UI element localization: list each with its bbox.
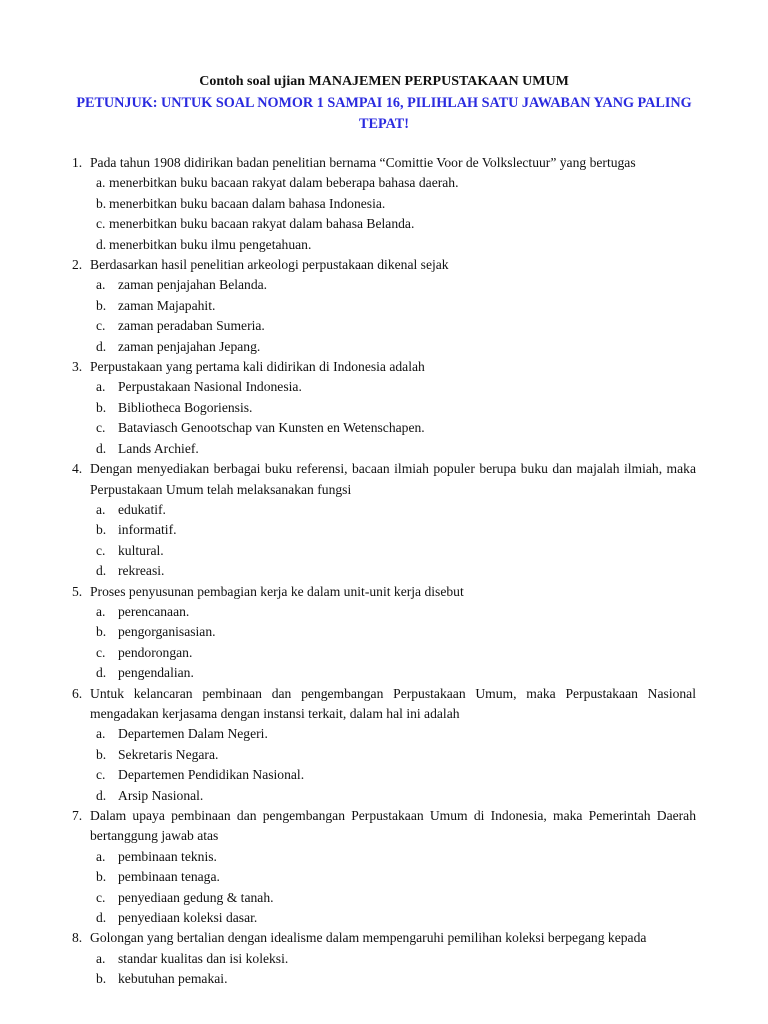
option-list <box>90 724 696 806</box>
option-text: Departemen Dalam Negeri. <box>118 726 268 742</box>
answer-option <box>90 867 696 887</box>
option-label: b. <box>96 746 107 762</box>
answer-option <box>90 765 696 785</box>
question-text: Golongan yang bertalian dengan idealisme dalam mempengaruhi pemilihan koleksi berpegang kepada <box>90 930 647 946</box>
question-item <box>72 153 696 255</box>
question-number: 5. <box>72 583 83 599</box>
answer-option <box>90 418 696 438</box>
option-list <box>90 949 696 990</box>
question-item <box>72 582 696 684</box>
option-label: b. <box>96 399 107 415</box>
option-text: menerbitkan buku bacaan rakyat dalam beberapa bahasa daerah. <box>109 175 459 191</box>
option-label: a. <box>96 726 106 742</box>
answer-option <box>90 888 696 908</box>
option-label: b. <box>96 297 107 313</box>
option-text: Sekretaris Negara. <box>118 746 219 762</box>
answer-option <box>90 235 696 255</box>
answer-option <box>90 398 696 418</box>
answer-option <box>90 337 696 357</box>
option-label: c. <box>96 318 106 334</box>
question-number: 7. <box>72 808 83 823</box>
option-text: standar kualitas dan isi koleksi. <box>118 950 289 966</box>
question-item <box>72 806 696 928</box>
option-label: b. <box>96 869 107 885</box>
option-text: pengendalian. <box>118 665 194 681</box>
answer-option <box>90 500 696 520</box>
answer-option <box>90 173 696 193</box>
answer-option <box>90 643 696 663</box>
option-list <box>90 602 696 684</box>
question-number: 1. <box>72 155 83 170</box>
option-label: c. <box>96 767 106 783</box>
option-label: d. <box>96 563 107 579</box>
answer-option <box>90 622 696 642</box>
option-label: c. <box>96 644 106 660</box>
answer-option <box>90 541 696 561</box>
option-label: b. <box>96 624 107 640</box>
question-item <box>72 255 696 357</box>
option-text: pembinaan teknis. <box>118 848 217 864</box>
option-text: Bibliotheca Bogoriensis. <box>118 399 253 415</box>
option-label: d. <box>96 665 107 681</box>
question-item <box>72 928 696 989</box>
answer-option <box>90 602 696 622</box>
option-text: zaman Majapahit. <box>118 297 216 313</box>
option-text: penyediaan gedung & tanah. <box>118 889 274 905</box>
question-number: 2. <box>72 257 83 273</box>
answer-option <box>90 316 696 336</box>
option-label: b. <box>96 971 107 987</box>
option-text: zaman peradaban Sumeria. <box>118 318 265 334</box>
option-label: d. <box>96 787 107 803</box>
option-text: kebutuhan pemakai. <box>118 971 228 987</box>
option-text: pembinaan tenaga. <box>118 869 220 885</box>
answer-option <box>90 520 696 540</box>
option-label: a. <box>96 848 106 864</box>
option-list <box>90 275 696 357</box>
option-label: d. <box>96 910 107 926</box>
page-title: Contoh soal ujian MANAJEMEN PERPUSTAKAAN UMUM <box>199 74 569 89</box>
option-label: b. <box>96 195 107 211</box>
option-label: c. <box>96 542 106 558</box>
option-list <box>90 847 696 929</box>
option-text: Lands Archief. <box>118 440 199 456</box>
option-label: c. <box>96 420 106 436</box>
answer-option <box>90 786 696 806</box>
question-text: Untuk kelancaran pembinaan dan pengembangan Perpustakaan Umum, maka Perpustakaan Nasional mengadakan kerjasama dengan instansi terkait, dalam hal ini adalah <box>90 685 696 721</box>
option-text: rekreasi. <box>118 563 165 579</box>
answer-option <box>90 296 696 316</box>
option-text: Bataviasch Genootschap van Kunsten en Wetenschapen. <box>118 420 425 436</box>
option-text: perencanaan. <box>118 603 190 619</box>
option-label: d. <box>96 440 107 456</box>
question-text: Dalam upaya pembinaan dan pengembangan Perpustakaan Umum di Indonesia, maka Pemerintah Daerah bertanggung jawab atas <box>90 808 696 844</box>
answer-option <box>90 745 696 765</box>
answer-option <box>90 194 696 214</box>
answer-option <box>90 377 696 397</box>
option-label: c. <box>96 216 106 232</box>
question-number: 3. <box>72 359 83 375</box>
question-number: 8. <box>72 930 83 946</box>
answer-option <box>90 439 696 459</box>
option-text: Arsip Nasional. <box>118 787 204 803</box>
option-label: d. <box>96 338 107 354</box>
option-label: c. <box>96 889 106 905</box>
option-label: a. <box>96 603 106 619</box>
option-text: edukatif. <box>118 501 166 517</box>
answer-option <box>90 847 696 867</box>
option-text: zaman penjajahan Belanda. <box>118 277 268 293</box>
answer-option <box>90 214 696 234</box>
question-item <box>72 357 696 459</box>
option-text: informatif. <box>118 522 177 538</box>
option-label: a. <box>96 950 106 966</box>
option-text: pendorongan. <box>118 644 193 660</box>
question-number: 4. <box>72 461 83 477</box>
option-text: menerbitkan buku bacaan dalam bahasa Indonesia. <box>109 195 386 211</box>
question-text: Dengan menyediakan berbagai buku referensi, bacaan ilmiah populer berupa buku dan majalah ilmiah, maka Perpustakaan Umum telah melaksanakan fungsi <box>90 461 696 497</box>
option-text: kultural. <box>118 542 164 558</box>
question-text: Perpustakaan yang pertama kali didirikan di Indonesia adalah <box>90 359 425 375</box>
instructions: PETUNJUK: UNTUK SOAL NOMOR 1 SAMPAI 16, PILIHLAH SATU JAWABAN YANG PALING TEPAT! <box>76 95 692 132</box>
option-label: a. <box>96 175 106 191</box>
option-list <box>90 173 696 255</box>
question-text: Pada tahun 1908 didirikan badan penelitian bernama “Comittie Voor de Volkslectuur” yang bertugas <box>90 155 636 170</box>
option-label: a. <box>96 277 106 293</box>
option-text: menerbitkan buku bacaan rakyat dalam bahasa Belanda. <box>109 216 415 232</box>
option-list <box>90 377 696 459</box>
option-text: Perpustakaan Nasional Indonesia. <box>118 379 302 395</box>
question-item <box>72 684 696 806</box>
question-text: Berdasarkan hasil penelitian arkeologi perpustakaan dikenal sejak <box>90 257 449 273</box>
option-text: pengorganisasian. <box>118 624 216 640</box>
answer-option <box>90 275 696 295</box>
option-text: menerbitkan buku ilmu pengetahuan. <box>109 236 312 252</box>
question-text: Proses penyusunan pembagian kerja ke dalam unit-unit kerja disebut <box>90 583 464 599</box>
option-label: d. <box>96 236 107 252</box>
question-list <box>72 153 696 990</box>
answer-option <box>90 908 696 928</box>
answer-option <box>90 949 696 969</box>
question-item <box>72 459 696 581</box>
option-label: a. <box>96 501 106 517</box>
question-number: 6. <box>72 685 83 701</box>
answer-option <box>90 663 696 683</box>
option-text: penyediaan koleksi dasar. <box>118 910 258 926</box>
option-text: zaman penjajahan Jepang. <box>118 338 261 354</box>
answer-option <box>90 561 696 581</box>
option-label: b. <box>96 522 107 538</box>
answer-option <box>90 724 696 744</box>
answer-option <box>90 969 696 989</box>
option-label: a. <box>96 379 106 395</box>
option-list <box>90 500 696 582</box>
option-text: Departemen Pendidikan Nasional. <box>118 767 305 783</box>
